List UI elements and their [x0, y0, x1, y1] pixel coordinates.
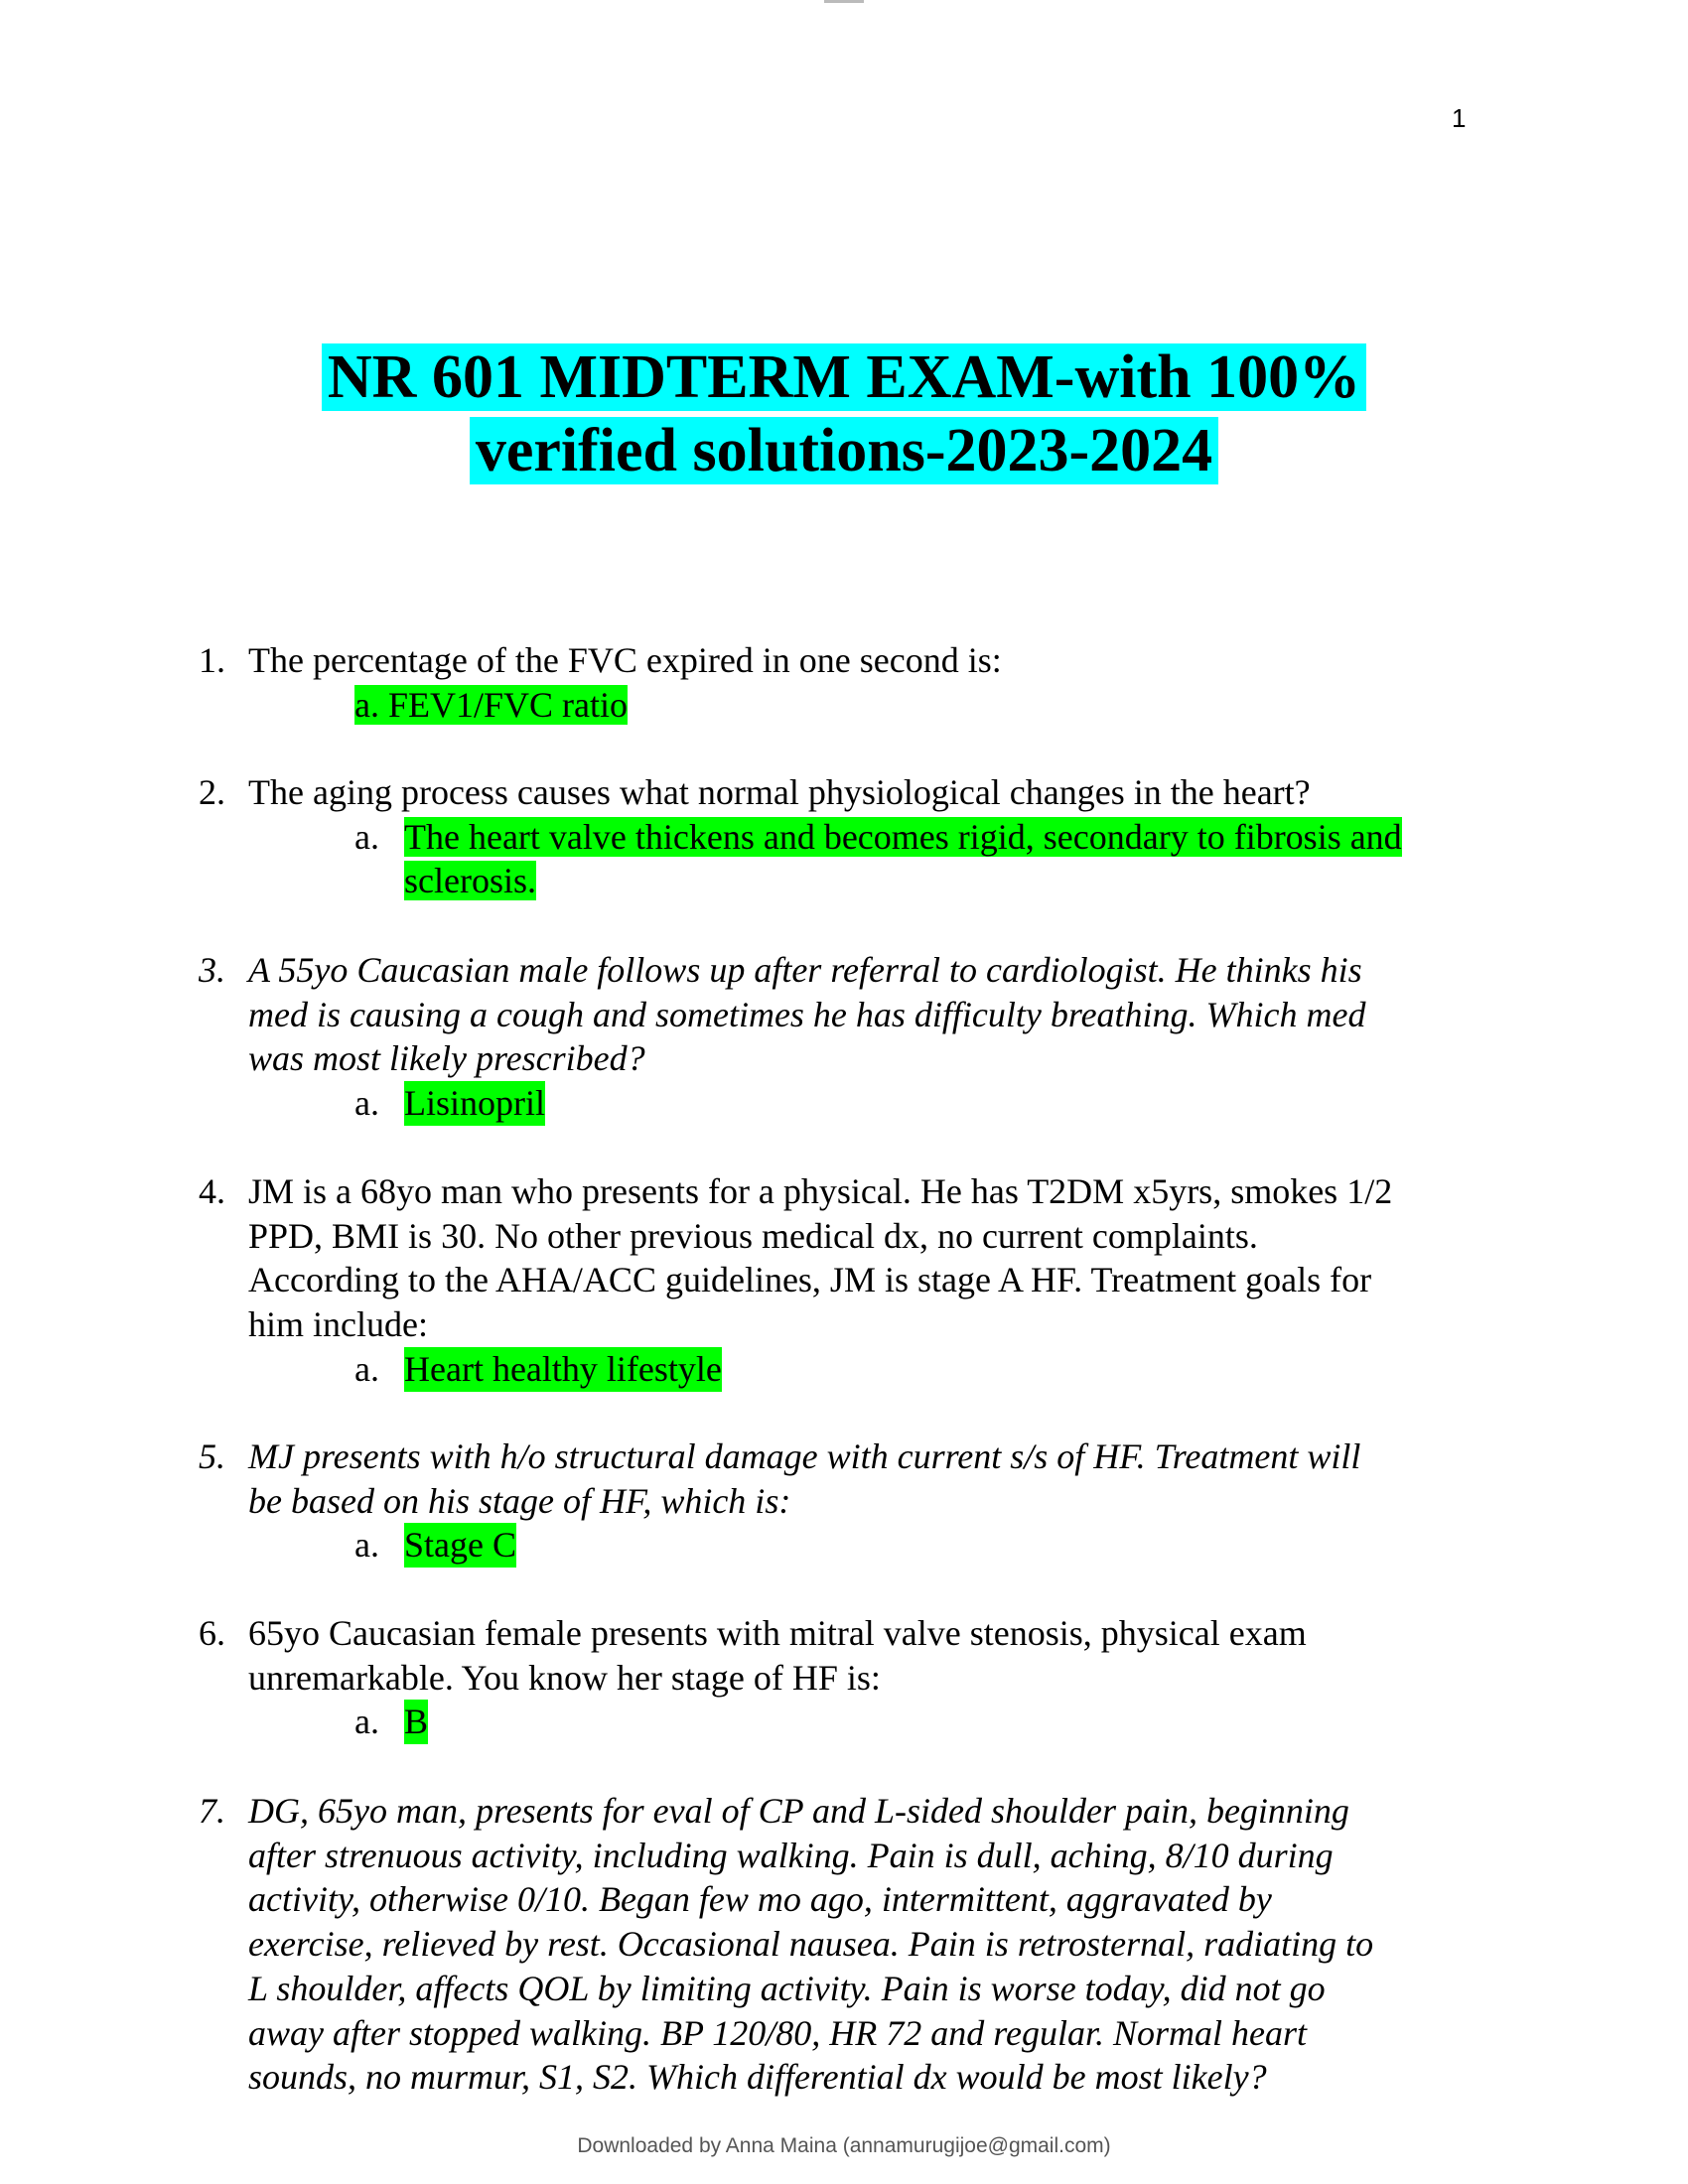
question-text: According to the AHA/ACC guidelines, JM is stage A HF. Treatment goals for [248, 1260, 1372, 1300]
question-4 [199, 1169, 1392, 1392]
question-number: 3. [199, 950, 225, 990]
question-number: 2. [199, 772, 225, 812]
question-5 [199, 1434, 1360, 1568]
answer [354, 683, 1002, 728]
answer [354, 815, 1402, 903]
question-text: be based on his stage of HF, which is: [248, 1480, 791, 1521]
question-text: exercise, relieved by rest. Occasional nausea. Pain is retrosternal, radiating to [248, 1924, 1374, 1965]
answer-letter: a. [354, 684, 379, 725]
title-line-2: verified solutions-2023-2024 [470, 417, 1218, 484]
question-text: MJ presents with h/o structural damage with current s/s of HF. Treatment will [248, 1436, 1361, 1476]
question-text: activity, otherwise 0/10. Began few mo ago, intermittent, aggravated by [248, 1879, 1272, 1920]
answer-text: sclerosis. [404, 861, 536, 901]
answer-text: Heart healthy lifestyle [404, 1347, 722, 1392]
question-2 [199, 770, 1402, 903]
answer-text: Stage C [404, 1523, 516, 1568]
answer-text: FEV1/FVC ratio [387, 684, 628, 725]
answer [354, 1523, 1360, 1568]
question-text: PPD, BMI is 30. No other previous medical dx, no current complaints. [248, 1215, 1258, 1256]
question-text: was most likely prescribed? [248, 1038, 645, 1079]
answer-text: The heart valve thickens and becomes rigid, secondary to fibrosis and [404, 816, 1402, 857]
answer-letter: a. [354, 1083, 379, 1124]
question-text: 65yo Caucasian female presents with mitral valve stenosis, physical exam [248, 1613, 1307, 1653]
question-text: him include: [248, 1304, 428, 1345]
question-7 [199, 1789, 1373, 2100]
question-1 [199, 638, 1002, 727]
page-number: 1 [1452, 103, 1467, 133]
answer-letter: a. [354, 1348, 379, 1389]
question-6 [199, 1611, 1307, 1744]
question-number: 4. [199, 1171, 225, 1211]
document-title [0, 341, 1688, 487]
question-text: away after stopped walking. BP 120/80, HR 72 and regular. Normal heart [248, 2012, 1307, 2053]
top-watermark-mark [824, 0, 864, 3]
question-number: 5. [199, 1436, 225, 1476]
question-text: JM is a 68yo man who presents for a physical. He has T2DM x5yrs, smokes 1/2 [248, 1171, 1393, 1211]
answer-letter: a. [354, 1702, 379, 1742]
question-number: 1. [199, 640, 225, 680]
answer [354, 1347, 1392, 1392]
question-number: 7. [199, 1791, 225, 1831]
question-number: 6. [199, 1613, 225, 1653]
question-text: unremarkable. You know her stage of HF is: [248, 1657, 881, 1698]
title-line-1: NR 601 MIDTERM EXAM-with 100% [322, 343, 1366, 411]
answer-letter: a. [354, 1525, 379, 1566]
answer-letter: a. [354, 816, 379, 857]
answer-text: B [404, 1700, 428, 1744]
answer [354, 1081, 1366, 1126]
question-text: med is causing a cough and sometimes he has difficulty breathing. Which med [248, 994, 1366, 1034]
question-text: The percentage of the FVC expired in one second is: [248, 640, 1002, 680]
answer-text: Lisinopril [404, 1081, 545, 1126]
answer [354, 1700, 1307, 1744]
question-3 [199, 948, 1366, 1126]
question-text: after strenuous activity, including walking. Pain is dull, aching, 8/10 during [248, 1835, 1334, 1875]
question-text: L shoulder, affects QOL by limiting activity. Pain is worse today, did not go [248, 1968, 1326, 2008]
question-text: sounds, no murmur, S1, S2. Which differential dx would be most likely? [248, 2057, 1267, 2098]
question-text: The aging process causes what normal physiological changes in the heart? [248, 772, 1311, 812]
question-text: DG, 65yo man, presents for eval of CP and L-sided shoulder pain, beginning [248, 1791, 1349, 1831]
question-text: A 55yo Caucasian male follows up after referral to cardiologist. He thinks his [248, 950, 1362, 990]
download-footer: Downloaded by Anna Maina (annamurugijoe@gmail.com) [577, 2134, 1111, 2157]
